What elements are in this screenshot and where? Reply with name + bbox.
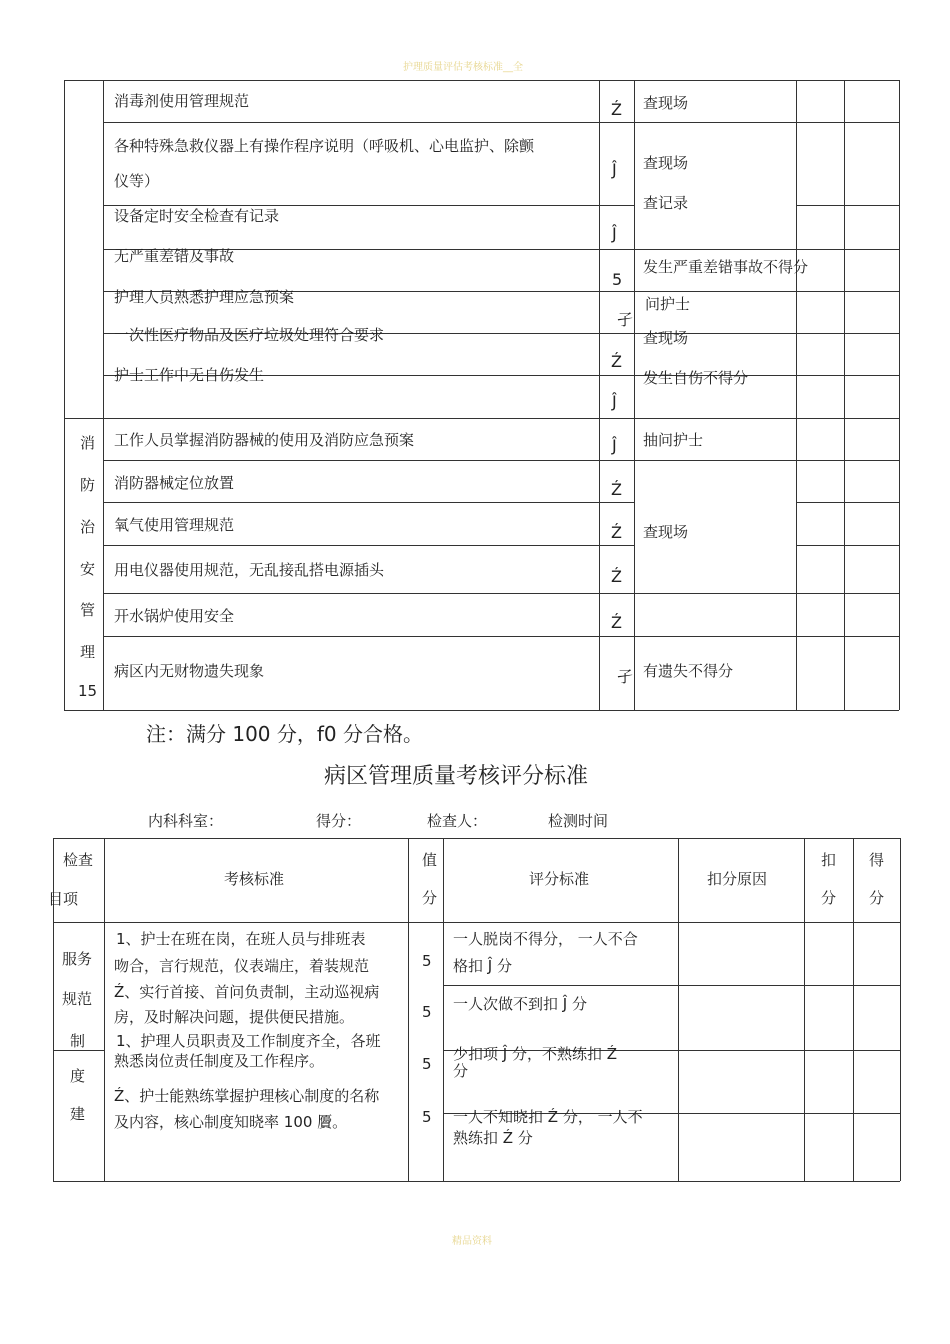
table-cell-method: 问护士 xyxy=(645,295,691,313)
standard-line: Ź、实行首接、首问负责制，主动巡视病 xyxy=(114,983,380,1001)
scoring-line: 分 xyxy=(453,1062,469,1080)
standard-line: 房，及时解决问题，提供便民措施。 xyxy=(114,1008,355,1026)
standard-line: Ź、护士能熟练掌握护理核心制度的名称 xyxy=(114,1087,380,1105)
standard-line: 1、护理人员职责及工作制度齐全，各班 xyxy=(116,1032,381,1050)
header-get: 分 xyxy=(869,889,885,907)
section-label-char: 服务 xyxy=(62,950,93,968)
footer-watermark: 精品资料 xyxy=(452,1236,492,1247)
value-cell: 5 xyxy=(422,1003,432,1021)
header-deduct: 扣 xyxy=(821,851,837,869)
value-cell: 5 xyxy=(422,1055,432,1073)
table-cell-score: Ĵ xyxy=(612,436,617,455)
header-reason: 扣分原因 xyxy=(707,870,768,888)
table-cell-method: 有遗失不得分 xyxy=(643,662,734,680)
section-label-char: 规范 xyxy=(62,990,93,1008)
table-cell-score: Ź xyxy=(611,613,622,632)
section-label-char: 治 xyxy=(80,518,96,536)
standard-line: 熟悉岗位责任制度及工作程序。 xyxy=(114,1052,325,1070)
table-cell-score: Ź xyxy=(611,523,622,542)
table-cell-method: 发生自伤不得分 xyxy=(643,369,749,387)
table-cell-method: 抽问护士 xyxy=(643,431,704,449)
table-cell-score: Ź xyxy=(611,352,622,371)
header-scoring: 评分标准 xyxy=(529,870,590,888)
page-title: 病区管理质量考核评分标准 xyxy=(324,764,589,789)
table-cell-score: Ĵ xyxy=(612,224,617,243)
table-cell-score: Ź xyxy=(611,480,622,499)
table-cell-method: 查现场 xyxy=(643,94,689,112)
footnote: 注：满分 100 分，f0 分合格。 xyxy=(146,722,424,746)
section-label-char: 建 xyxy=(70,1105,86,1123)
info-inspector-label: 检查人： xyxy=(427,812,488,830)
section-label-char: 消 xyxy=(80,434,96,452)
header-item: 目项 xyxy=(48,890,79,908)
table-cell-criterion: 无严重差错及事故 xyxy=(114,247,235,265)
section-label-char: 理 xyxy=(80,643,96,661)
table-cell-criterion: 消防器械定位放置 xyxy=(114,474,235,492)
section-label-score: 15 xyxy=(78,682,98,700)
scoring-line: 格扣 Ĵ 分 xyxy=(453,957,512,975)
table-cell-score: Ź xyxy=(611,567,622,586)
table-cell-criterion: 氧气使用管理规范 xyxy=(114,516,235,534)
header-value: 分 xyxy=(422,889,438,907)
table-cell-criterion: 设备定时安全检查有记录 xyxy=(114,207,280,225)
section-label-char: 安 xyxy=(80,560,96,578)
info-dept-label: 内科科室： xyxy=(148,812,224,830)
table-cell-score: 5 xyxy=(612,270,623,289)
table-cell-criterion: 消毒剂使用管理规范 xyxy=(114,92,250,110)
scoring-line: 一人不知晓扣 Ź 分， 一人不 xyxy=(453,1108,643,1126)
table-cell-method: 发生严重差错事故不得分 xyxy=(643,258,809,276)
value-cell: 5 xyxy=(422,1108,432,1126)
table-cell-criterion: 开水锅炉使用安全 xyxy=(114,607,235,625)
table-cell-score: Ź xyxy=(611,100,622,119)
table-cell-criterion: 各种特殊急救仪器上有操作程序说明（呼吸机、心电监护、除颤 xyxy=(114,137,535,155)
header-standard: 考核标准 xyxy=(224,870,285,888)
header-get: 得 xyxy=(869,851,885,869)
info-score-label: 得分： xyxy=(316,812,362,830)
table-cell-criterion: 病区内无财物遗失现象 xyxy=(114,662,265,680)
header-watermark: 护理质量评估考核标准__全 xyxy=(403,62,523,73)
table-cell-criterion: 护理人员熟悉护理应急预案 xyxy=(114,288,295,306)
table-cell-method: 查现场 xyxy=(643,523,689,541)
table-cell-score: Ĵ xyxy=(612,160,617,179)
table-cell-criterion: 一次性医疗物品及医疗垃圾处理符合要求 xyxy=(114,326,385,344)
scoring-line: 一人脱岗不得分， 一人不合 xyxy=(453,930,638,948)
table-cell-criterion: 用电仪器使用规范，无乱接乱搭电源插头 xyxy=(114,561,385,579)
table-cell-criterion: 仪等） xyxy=(114,172,160,190)
standard-line: 1、护士在班在岗，在班人员与排班表 xyxy=(116,930,366,948)
scoring-line: 少扣项 Ĵ 分，不熟练扣 Ź xyxy=(453,1045,618,1063)
standard-line: 吻合，言行规范，仪表端庄，着装规范 xyxy=(114,957,370,975)
table-cell-score: 孑 xyxy=(617,667,634,686)
table-cell-method: 查记录 xyxy=(643,194,689,212)
info-time-label: 检测时间 xyxy=(548,812,609,830)
table-cell-method: 查现场 xyxy=(643,329,689,347)
table-cell-score: 孑 xyxy=(617,310,634,329)
section-label-char: 制 xyxy=(70,1032,86,1050)
scoring-line: 熟练扣 Ź 分 xyxy=(453,1129,533,1147)
table-cell-method: 查现场 xyxy=(643,154,689,172)
section-label-char: 度 xyxy=(70,1067,86,1085)
header-value: 值 xyxy=(422,851,438,869)
section-label-char: 防 xyxy=(80,476,96,494)
section-label-char: 管 xyxy=(80,601,96,619)
scoring-line: 一人次做不到扣 Ĵ 分 xyxy=(453,995,587,1013)
table-cell-criterion: 工作人员掌握消防器械的使用及消防应急预案 xyxy=(114,431,415,449)
header-item: 检查 xyxy=(63,851,94,869)
standard-line: 及内容，核心制度知晓率 100 贗。 xyxy=(114,1113,348,1131)
header-deduct: 分 xyxy=(821,889,837,907)
table-cell-score: Ĵ xyxy=(612,392,617,411)
value-cell: 5 xyxy=(422,952,432,970)
table-cell-criterion: 护士工作中无自伤发生 xyxy=(114,366,265,384)
